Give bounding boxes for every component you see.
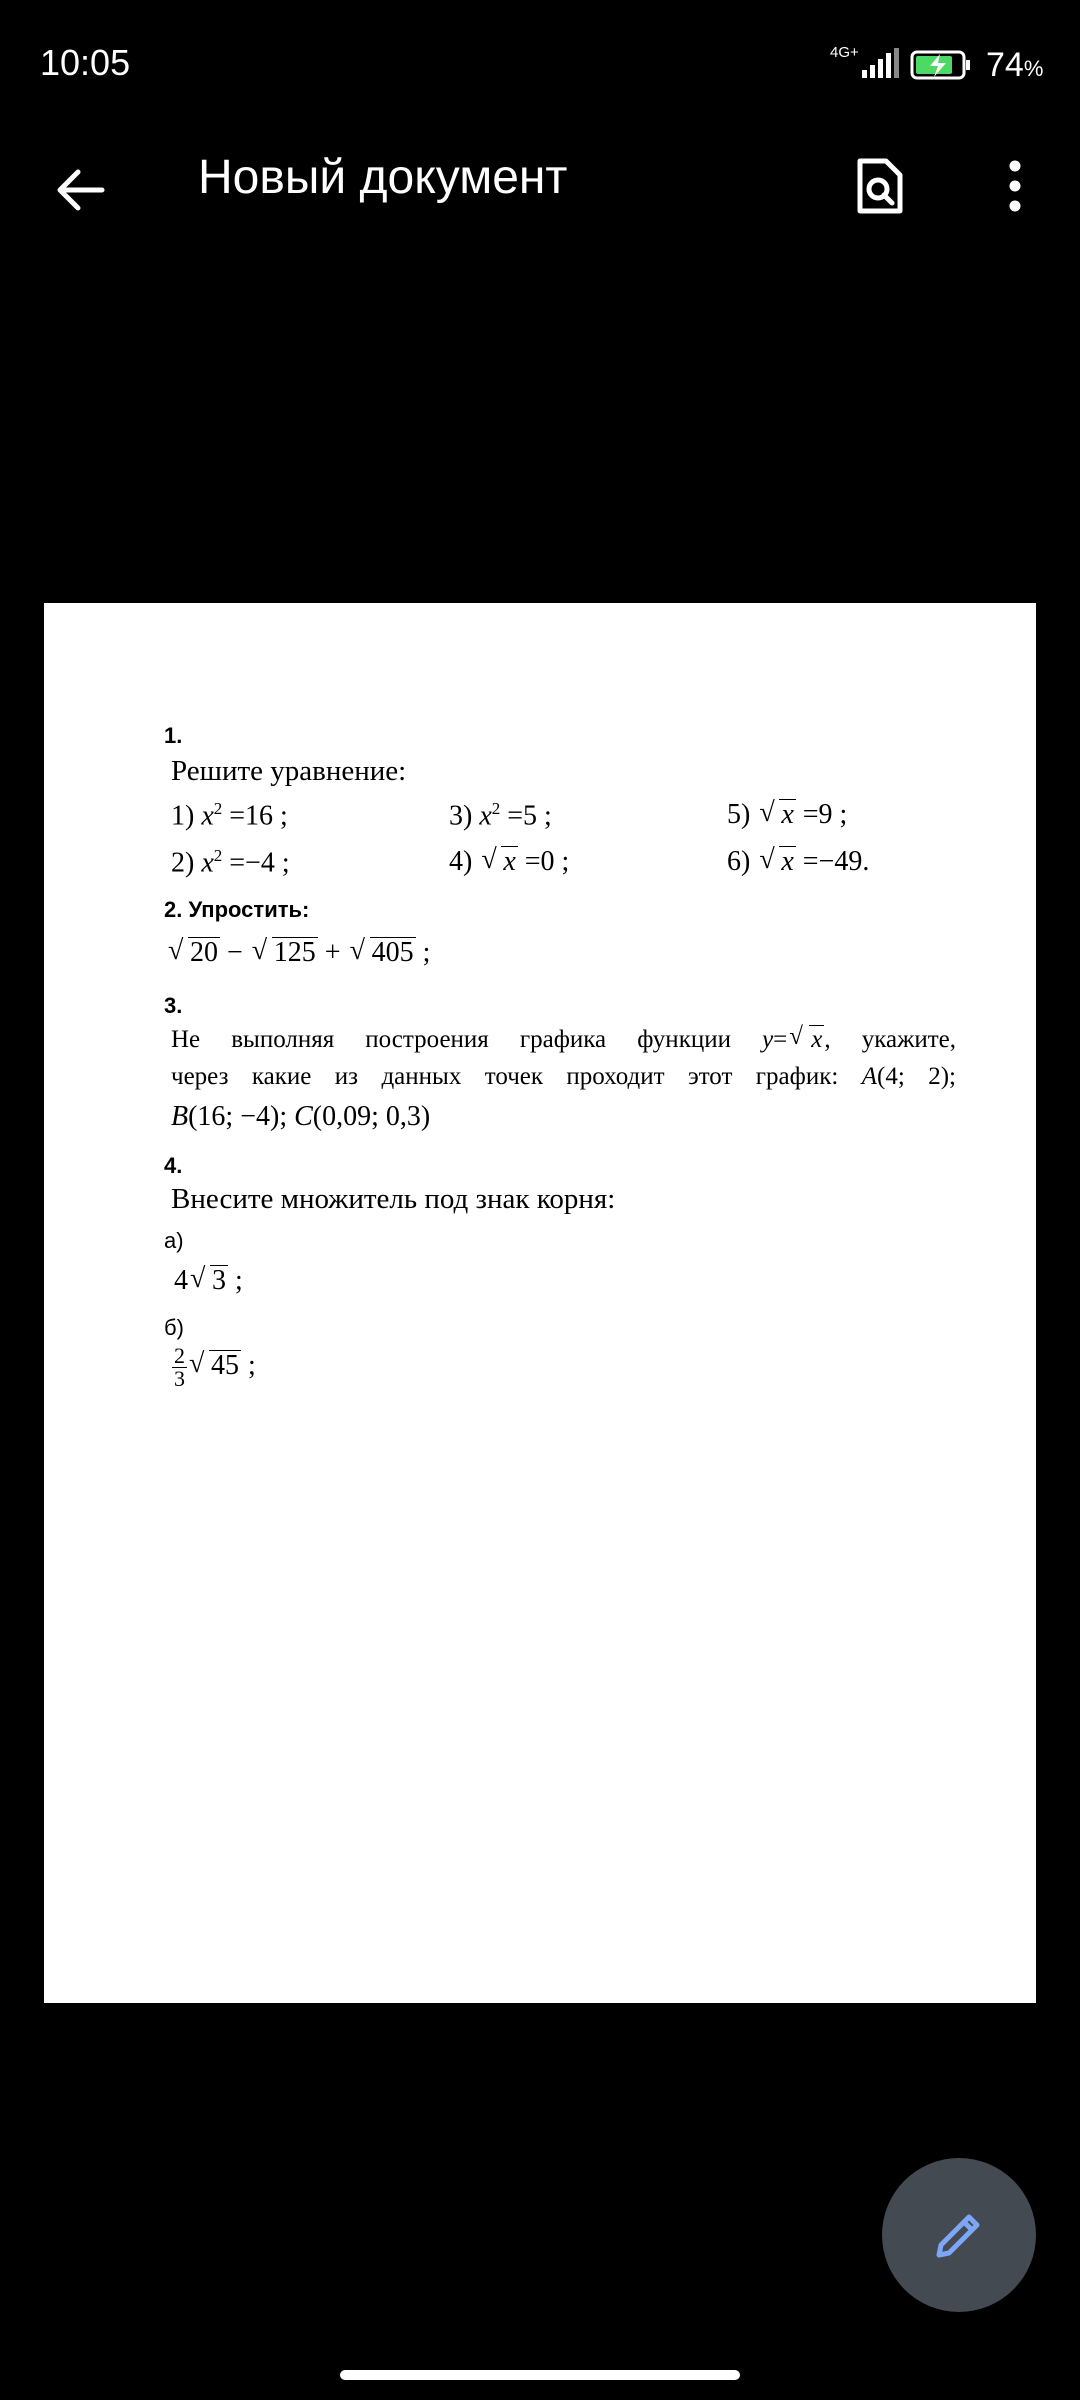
status-time: 10:05	[40, 42, 131, 83]
eq-label: 4)	[449, 846, 473, 877]
back-button[interactable]	[40, 150, 120, 230]
semicolon: ;	[422, 937, 431, 968]
sqrt-symbol	[252, 937, 318, 969]
eq-rhs: =0 ;	[524, 846, 570, 877]
document-search-icon	[856, 157, 904, 215]
eq-label: 1)	[171, 800, 195, 832]
sqrt-symbol	[481, 846, 517, 878]
eq-label: 3)	[449, 800, 473, 832]
battery-charging-icon	[910, 50, 972, 80]
signal-icon	[856, 48, 900, 78]
more-vert-icon	[1007, 160, 1023, 212]
task-1-number: 1.	[164, 723, 183, 748]
semicolon: ;	[235, 1265, 243, 1296]
task-4a-expression	[174, 1265, 243, 1297]
preview-button[interactable]	[840, 146, 920, 226]
eq-label: 2)	[171, 847, 195, 879]
battery-unit: %	[1023, 56, 1044, 81]
sqrt-symbol	[759, 799, 795, 831]
task-4b-label: б)	[164, 1315, 184, 1340]
radicand: 3	[212, 1265, 226, 1296]
edit-fab[interactable]	[882, 2158, 1036, 2312]
radicand: x	[811, 1026, 823, 1053]
fraction	[172, 1345, 187, 1390]
eq-label: 6)	[727, 846, 751, 877]
task-3-line-1	[171, 1025, 956, 1054]
radicand: 45	[211, 1349, 239, 1381]
radicand: 125	[273, 937, 316, 968]
task-3-number: 3.	[164, 993, 183, 1018]
sqrt-symbol	[789, 1025, 824, 1054]
equation-3	[449, 799, 552, 832]
sqrt-symbol	[759, 846, 795, 878]
point-b: B	[171, 1101, 189, 1132]
equation-5	[727, 799, 847, 831]
semicolon: ;	[248, 1349, 256, 1381]
operator: +	[324, 937, 341, 968]
battery-percentage	[986, 46, 1043, 85]
point-a: A	[861, 1063, 878, 1090]
radicand: 20	[190, 937, 218, 968]
sqrt-symbol	[189, 1350, 241, 1382]
sqrt-symbol	[190, 1265, 228, 1297]
eq-var: x	[201, 800, 214, 832]
task-3-line-3	[171, 1101, 430, 1133]
task-2-heading: 2. Упростить:	[164, 897, 310, 922]
point-b-coords: (16; −4);	[188, 1101, 288, 1132]
home-indicator[interactable]	[340, 2370, 740, 2380]
radicand: 405	[371, 937, 414, 968]
eq-exp: 2	[213, 846, 223, 865]
eq-exp: 2	[491, 799, 501, 818]
eq-rhs: =9 ;	[802, 799, 848, 830]
task-3-line-2	[171, 1063, 956, 1091]
task-4b-expression	[172, 1345, 256, 1390]
numerator: 2	[174, 1343, 185, 1368]
app-bar	[0, 130, 1080, 230]
task-4-number: 4.	[164, 1153, 183, 1178]
status-bar	[0, 0, 1080, 130]
task-4-heading: Внесите множитель под знак корня:	[171, 1183, 616, 1215]
task-3-text-end: , укажите,	[824, 1026, 957, 1053]
eq-label: 5)	[727, 799, 751, 830]
eq-var: x	[479, 800, 492, 832]
task-1-heading: Решите уравнение:	[171, 755, 407, 787]
task-4a-label: а)	[164, 1228, 184, 1253]
task-3-text: через какие из данных точек проходит этот график:	[171, 1063, 839, 1090]
eq-exp: 2	[213, 799, 223, 818]
radicand: x	[503, 846, 516, 877]
eq-rhs: =16 ;	[229, 800, 288, 832]
task-2-expression	[166, 937, 430, 969]
eq-rhs: =−4 ;	[229, 847, 290, 879]
func-y: y	[762, 1026, 774, 1053]
document-title: Новый документ	[198, 151, 568, 204]
equation-4	[449, 846, 569, 878]
sqrt-symbol	[350, 937, 416, 969]
pencil-icon	[931, 2207, 987, 2263]
eq-var: x	[201, 847, 214, 879]
arrow-left-icon	[54, 164, 106, 216]
radicand: x	[781, 799, 794, 830]
sqrt-symbol	[168, 937, 220, 969]
battery-value: 74	[986, 46, 1024, 84]
equation-1	[171, 799, 288, 832]
equation-2	[171, 846, 290, 879]
eq-rhs: =−49.	[802, 846, 870, 877]
coefficient: 4	[174, 1265, 188, 1296]
func-eq: =	[773, 1026, 788, 1053]
document-page	[44, 603, 1036, 2003]
task-3-text: Не выполняя построения графика функции	[171, 1026, 731, 1053]
eq-rhs: =5 ;	[507, 800, 552, 832]
operator: −	[227, 937, 243, 968]
point-a-coords: (4; 2);	[877, 1063, 956, 1090]
network-type: 4G+	[830, 44, 859, 61]
denominator: 3	[174, 1366, 185, 1391]
point-c: C	[294, 1101, 313, 1132]
point-c-coords: (0,09; 0,3)	[312, 1101, 431, 1132]
equation-6	[727, 846, 869, 878]
more-options-button[interactable]	[980, 146, 1050, 226]
radicand: x	[781, 846, 794, 877]
